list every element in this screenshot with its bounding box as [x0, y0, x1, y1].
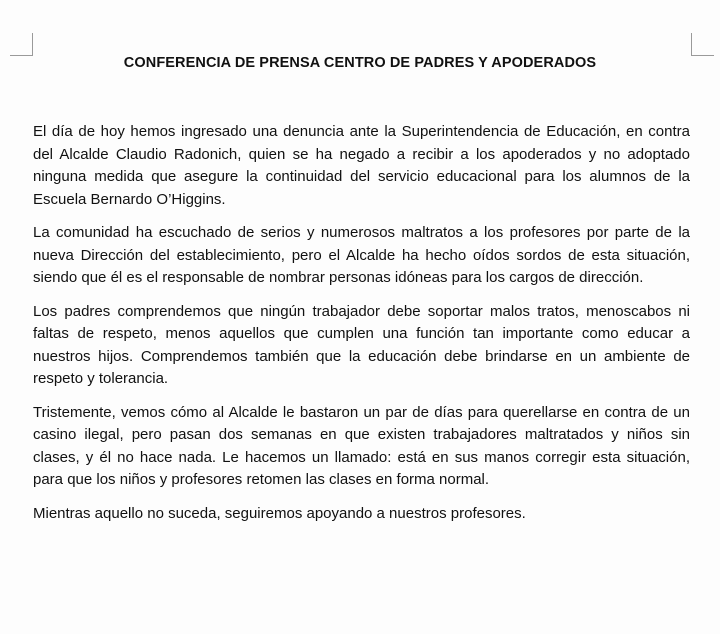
- paragraph-llamado: Tristemente, vemos cómo al Alcalde le bastaron un par de días para querellarse en contra de un casino ilegal, pero pasan dos semanas en que existen trabajadores maltratados y niños sin clases, y él no hace nada. Le hacemos un llamado: está en sus manos corregir esta situación, para que los niños y profesores retomen las clases en forma normal.: [33, 403, 690, 488]
- page-corner-mark-top-right: [691, 33, 714, 56]
- paragraph-maltratos: La comunidad ha escuchado de serios y numerosos maltratos a los profesores por parte de la nueva Dirección del establecimiento, pero el Alcalde ha hecho oídos sordos de esta situación, siendo que él es el responsable de nombrar personas idóneas para los cargos de dirección.: [33, 224, 690, 286]
- page-corner-mark-top-left: [10, 33, 33, 56]
- document-title: CONFERENCIA DE PRENSA CENTRO DE PADRES Y APODERADOS: [123, 55, 597, 71]
- document-body: [33, 121, 690, 536]
- paragraph-denuncia: El día de hoy hemos ingresado una denuncia ante la Superintendencia de Educación, en contra del Alcalde Claudio Radonich, quien se ha negado a recibir a los apoderados y no adoptado ninguna medida que asegure la continuidad del servicio educacional para los alumnos de la Escuela Bernardo O’Higgins.: [33, 123, 690, 208]
- paragraph-padres: Los padres comprendemos que ningún trabajador debe soportar malos tratos, menoscabos ni faltas de respeto, menos aquellos que cumplen una función tan importante como educar a nuestros hijos. Comprendemos también que la educación debe brindarse en un ambiente de respeto y tolerancia.: [33, 302, 690, 387]
- paragraph-cierre: Mientras aquello no suceda, seguiremos apoyando a nuestros profesores.: [33, 504, 526, 522]
